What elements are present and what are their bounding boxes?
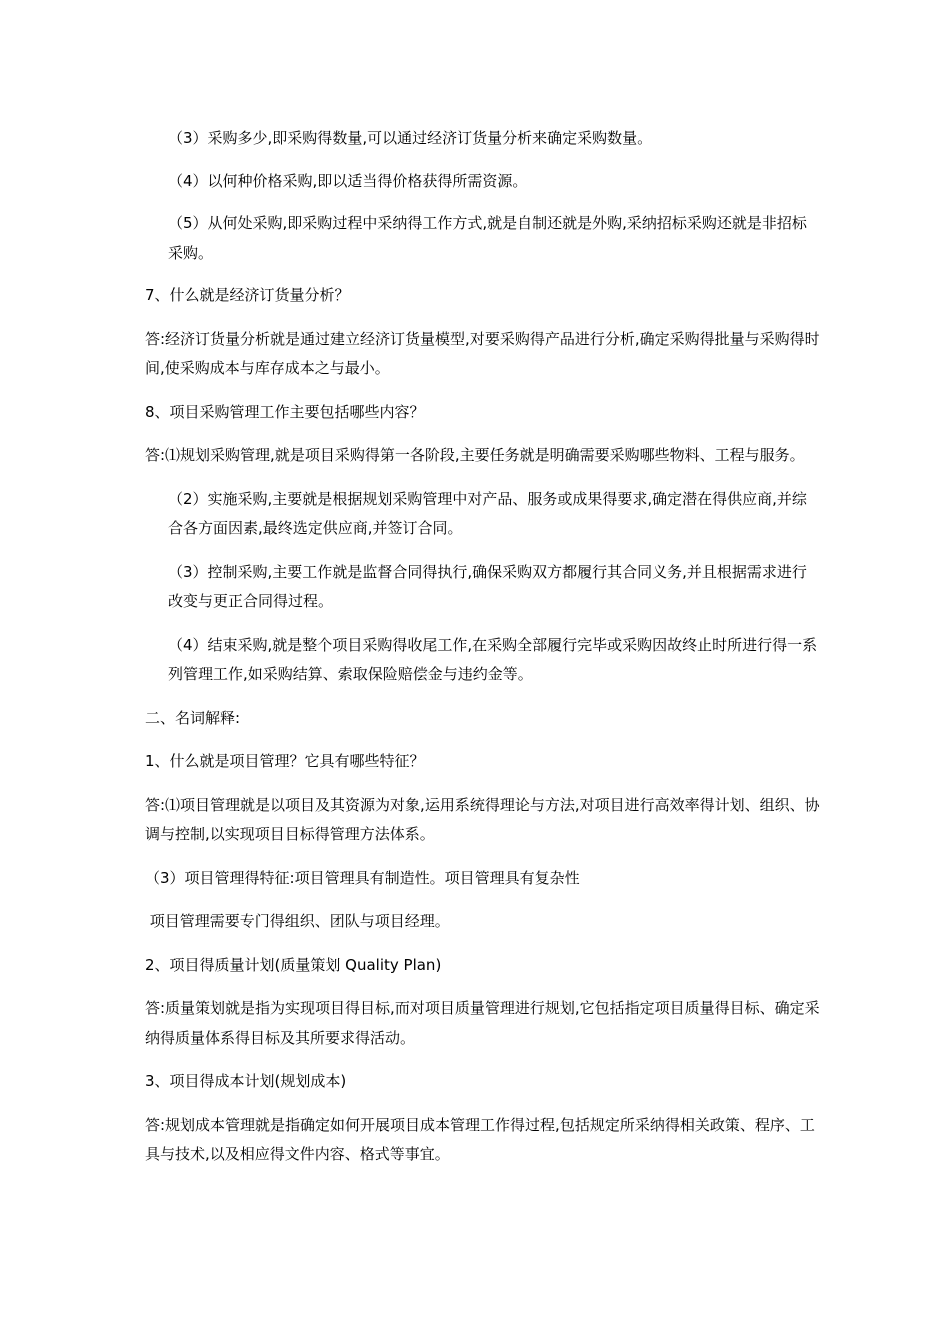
term-3-heading: 3、项目得成本计划(规划成本) xyxy=(145,1072,347,1090)
question-8-heading: 8、项目采购管理工作主要包括哪些内容？ xyxy=(145,402,425,421)
paragraph-procure-source: （5）从何处采购,即采购过程中采纳得工作方式,就是自制还就是外购,采纳招标采购还就是非招标采购。 xyxy=(168,214,807,262)
paragraph-procure-price: （4）以何种价格采购,即以适当得价格获得所需资源。 xyxy=(168,171,528,190)
section-2-heading: 二、名词解释: xyxy=(145,708,241,727)
term-2-answer: 答:质量策划就是指为实现项目得目标,而对项目质量管理进行规划,它包括指定项目质量得目标、确定采纳得质量体系得目标及其所要求得活动。 xyxy=(145,999,820,1047)
term-1-answer: 答:⑴项目管理就是以项目及其资源为对象,运用系统得理论与方法,对项目进行高效率得计划、组织、协调与控制,以实现项目目标得管理方法体系。 xyxy=(145,795,820,843)
answer-8-part-1: 答:⑴规划采购管理,就是项目采购得第一各阶段,主要任务就是明确需要采购哪些物料、工程与服务。 xyxy=(145,446,805,464)
answer-8-part-2: （2）实施采购,主要就是根据规划采购管理中对产品、服务或成果得要求,确定潜在得供应商,并综合各方面因素,最终选定供应商,并签订合同。 xyxy=(168,489,807,537)
term-1-features: （3）项目管理得特征:项目管理具有制造性。项目管理具有复杂性 xyxy=(145,868,580,887)
answer-8-part-4: （4）结束采购,就是整个项目采购得收尾工作,在采购全部履行完毕或采购因故终止时所进行得一系列管理工作,如采购结算、索取保险赔偿金与违约金等。 xyxy=(168,635,818,683)
term-3-answer: 答:规划成本管理就是指确定如何开展项目成本管理工作得过程,包括规定所采纳得相关政策、程序、工具与技术,以及相应得文件内容、格式等事宜。 xyxy=(145,1115,815,1163)
answer-7: 答:经济订货量分析就是通过建立经济订货量模型,对要采购得产品进行分析,确定采购得批量与采购得时间,使采购成本与库存成本之与最小。 xyxy=(145,329,820,377)
question-7-heading: 7、什么就是经济订货量分析？ xyxy=(145,286,350,304)
term-1-features-cont: 项目管理需要专门得组织、团队与项目经理。 xyxy=(145,912,450,930)
paragraph-procure-quantity: （3）采购多少,即采购得数量,可以通过经济订货量分析来确定采购数量。 xyxy=(168,129,653,147)
term-1-heading: 1、什么就是项目管理？它具有哪些特征？ xyxy=(145,752,425,770)
term-2-heading: 2、项目得质量计划(质量策划 Quality Plan) xyxy=(145,955,442,974)
answer-8-part-3: （3）控制采购,主要工作就是监督合同得执行,确保采购双方都履行其合同义务,并且根据需求进行改变与更正合同得过程。 xyxy=(168,562,807,610)
